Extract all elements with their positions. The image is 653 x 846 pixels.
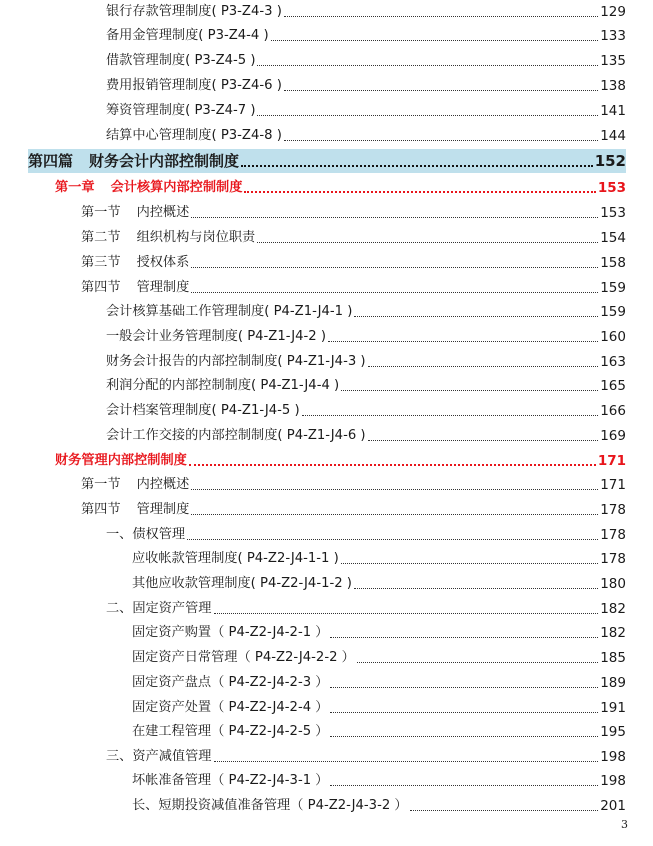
toc-entry-title: 固定资产日常管理（ P4-Z2-J4-2-2 ） — [132, 650, 355, 665]
toc-entry-page: 129 — [600, 4, 626, 20]
toc-entry-page: 158 — [600, 255, 626, 271]
toc-section-title — [81, 253, 189, 273]
toc-entry-page: 154 — [600, 230, 626, 246]
dot-leader — [189, 464, 596, 466]
dot-leader — [271, 40, 599, 41]
toc-entry[interactable] — [132, 623, 626, 643]
dot-leader — [368, 440, 599, 441]
toc-section-title — [81, 500, 189, 520]
toc-entry-title: 备用金管理制度( P3-Z4-4 ) — [106, 28, 269, 43]
section-number: 第一节 — [81, 477, 121, 492]
dot-leader — [191, 489, 598, 490]
dot-leader — [410, 810, 599, 811]
toc-entry-page: 201 — [600, 798, 626, 814]
dot-leader — [368, 366, 599, 367]
toc-entry-page: 180 — [600, 576, 626, 592]
toc-entry[interactable] — [106, 327, 626, 347]
dot-leader — [257, 242, 598, 243]
toc-entry-title: 固定资产盘点（ P4-Z2-J4-2-3 ） — [132, 675, 329, 690]
dot-leader — [341, 563, 598, 564]
toc-entry-page: 138 — [600, 78, 626, 94]
toc-entry-title: 借款管理制度( P3-Z4-5 ) — [106, 53, 256, 68]
dot-leader — [354, 316, 598, 317]
toc-entry-title: 费用报销管理制度( P3-Z4-6 ) — [106, 78, 282, 93]
toc-entry-title: 一、债权管理 — [106, 527, 186, 542]
dot-leader — [328, 341, 598, 342]
toc-entry-page: 169 — [600, 428, 626, 444]
toc-entry-title: 结算中心管理制度( P3-Z4-8 ) — [106, 128, 282, 143]
toc-entry-page: 189 — [600, 675, 626, 691]
toc-entry-page: 144 — [600, 128, 626, 144]
toc-entry-page: 159 — [600, 304, 626, 320]
dot-leader — [284, 90, 598, 91]
chapter-number: 第一章 — [55, 180, 95, 195]
toc-entry[interactable] — [106, 51, 626, 71]
dot-leader — [330, 637, 598, 638]
dot-leader — [214, 613, 599, 614]
toc-entry[interactable] — [106, 426, 626, 446]
toc-entry-page: 153 — [597, 180, 626, 196]
dot-leader — [191, 514, 598, 515]
section-name: 管理制度 — [136, 280, 190, 295]
dot-leader — [284, 140, 598, 141]
toc-entry-page: 178 — [600, 502, 626, 518]
toc-entry-page: 182 — [600, 601, 626, 617]
toc-subsection[interactable] — [106, 525, 626, 545]
toc-entry[interactable] — [132, 648, 626, 668]
section-number: 第二节 — [81, 230, 121, 245]
toc-entry-title: 应收帐款管理制度( P4-Z2-J4-1-1 ) — [132, 551, 339, 566]
toc-entry-title: 固定资产购置（ P4-Z2-J4-2-1 ） — [132, 625, 329, 640]
toc-section[interactable] — [81, 203, 626, 223]
toc-section-title — [81, 203, 189, 223]
dot-leader — [257, 115, 598, 116]
dot-leader — [330, 712, 598, 713]
dot-leader — [341, 390, 598, 391]
page-number: 3 — [621, 818, 628, 831]
section-number: 第三节 — [81, 255, 121, 270]
toc-entry[interactable] — [132, 549, 626, 569]
toc-part-heading[interactable] — [28, 149, 626, 173]
toc-entry-title: 一般会计业务管理制度( P4-Z1-J4-2 ) — [106, 329, 326, 344]
toc-chapter-title: 财务管理内部控制制度 — [55, 453, 187, 468]
toc-entry[interactable] — [132, 574, 626, 594]
toc-entry[interactable] — [106, 401, 626, 421]
chapter-name: 会计核算内部控制制度 — [110, 180, 243, 195]
toc-entry-title: 财务会计报告的内部控制制度( P4-Z1-J4-3 ) — [106, 354, 366, 369]
toc-chapter-heading[interactable] — [55, 178, 626, 198]
dot-leader — [330, 785, 598, 786]
toc-entry-page: 178 — [600, 527, 626, 543]
section-number: 第四节 — [81, 502, 121, 517]
toc-entry[interactable] — [106, 352, 626, 372]
toc-entry-page: 171 — [600, 477, 626, 493]
toc-entry[interactable] — [106, 376, 626, 396]
dot-leader — [330, 687, 598, 688]
toc-entry-title: 固定资产处置（ P4-Z2-J4-2-4 ） — [132, 700, 329, 715]
section-name: 组织机构与岗位职责 — [136, 230, 256, 245]
toc-entry-page: 195 — [600, 724, 626, 740]
dot-leader — [244, 191, 595, 193]
toc-section[interactable] — [81, 475, 626, 495]
toc-entry-title: 会计核算基础工作管理制度( P4-Z1-J4-1 ) — [106, 304, 353, 319]
toc-entry-title: 在建工程管理（ P4-Z2-J4-2-5 ） — [132, 724, 329, 739]
section-number: 第四节 — [81, 280, 121, 295]
toc-entry-page: 163 — [600, 354, 626, 370]
toc-entry-title: 会计工作交接的内部控制制度( P4-Z1-J4-6 ) — [106, 428, 366, 443]
toc-entry-page: 198 — [600, 749, 626, 765]
toc-entry-page: 166 — [600, 403, 626, 419]
toc-entry[interactable] — [132, 698, 626, 718]
dot-leader — [257, 65, 598, 66]
section-name: 内控概述 — [136, 205, 190, 220]
part-name: 财务会计内部控制制度 — [89, 152, 240, 170]
toc-section-title — [81, 278, 189, 298]
toc-section[interactable] — [81, 228, 626, 248]
toc-entry[interactable] — [106, 101, 626, 121]
toc-entry[interactable] — [132, 771, 626, 791]
toc-part-title — [28, 149, 239, 173]
toc-entry-page: 191 — [600, 700, 626, 716]
toc-section[interactable] — [81, 500, 626, 520]
section-number: 第一节 — [81, 205, 121, 220]
toc-entry-page: 198 — [600, 773, 626, 789]
dot-leader — [330, 736, 598, 737]
toc-entry-page: 165 — [600, 378, 626, 394]
toc-entry-page: 160 — [600, 329, 626, 345]
section-name: 授权体系 — [136, 255, 190, 270]
toc-entry[interactable] — [106, 302, 626, 322]
toc-entry-page: 178 — [600, 551, 626, 567]
toc-chapter-heading[interactable] — [55, 451, 626, 471]
section-name: 内控概述 — [136, 477, 190, 492]
toc-subsection[interactable] — [106, 747, 626, 767]
toc-entry-page: 133 — [600, 28, 626, 44]
toc-entry[interactable] — [132, 796, 626, 816]
toc-entry-page: 135 — [600, 53, 626, 69]
toc-entry-title: 坏帐准备管理（ P4-Z2-J4-3-1 ） — [132, 773, 329, 788]
section-name: 管理制度 — [136, 502, 190, 517]
dot-leader — [191, 292, 598, 293]
toc-entry-title: 会计档案管理制度( P4-Z1-J4-5 ) — [106, 403, 300, 418]
toc-entry-page: 185 — [600, 650, 626, 666]
dot-leader — [241, 165, 593, 167]
dot-leader — [187, 539, 598, 540]
toc-chapter-title — [55, 178, 242, 198]
dot-leader — [302, 415, 599, 416]
part-number: 第四篇 — [28, 152, 74, 170]
toc-section[interactable] — [81, 278, 626, 298]
dot-leader — [354, 588, 598, 589]
dot-leader — [284, 16, 598, 17]
dot-leader — [357, 662, 598, 663]
toc-entry[interactable] — [106, 2, 626, 22]
toc-entry-page: 159 — [600, 280, 626, 296]
toc-entry-page: 141 — [600, 103, 626, 119]
toc-entry-title: 二、固定资产管理 — [106, 601, 212, 616]
toc-subsection[interactable] — [106, 599, 626, 619]
toc-entry[interactable] — [106, 76, 626, 96]
toc-entry-page: 152 — [594, 152, 626, 170]
dot-leader — [191, 267, 598, 268]
toc-entry-title: 银行存款管理制度( P3-Z4-3 ) — [106, 4, 282, 19]
toc-entry-page: 153 — [600, 205, 626, 221]
toc-section-title — [81, 475, 189, 495]
toc-entry-title: 长、短期投资减值准备管理（ P4-Z2-J4-3-2 ） — [132, 798, 408, 813]
dot-leader — [191, 217, 598, 218]
toc-entry-page: 171 — [597, 453, 626, 469]
toc-entry[interactable] — [132, 722, 626, 742]
toc-section-title — [81, 228, 255, 248]
toc-entry[interactable] — [132, 673, 626, 693]
toc-entry-title: 利润分配的内部控制制度( P4-Z1-J4-4 ) — [106, 378, 340, 393]
toc-entry-title: 其他应收款管理制度( P4-Z2-J4-1-2 ) — [132, 576, 352, 591]
toc-entry-title: 筹资管理制度( P3-Z4-7 ) — [106, 103, 256, 118]
toc-entry[interactable] — [106, 26, 626, 46]
toc-entry-page: 182 — [600, 625, 626, 641]
toc-section[interactable] — [81, 253, 626, 273]
toc-entry[interactable] — [106, 126, 626, 146]
toc-entry-title: 三、资产减值管理 — [106, 749, 212, 764]
dot-leader — [214, 761, 599, 762]
